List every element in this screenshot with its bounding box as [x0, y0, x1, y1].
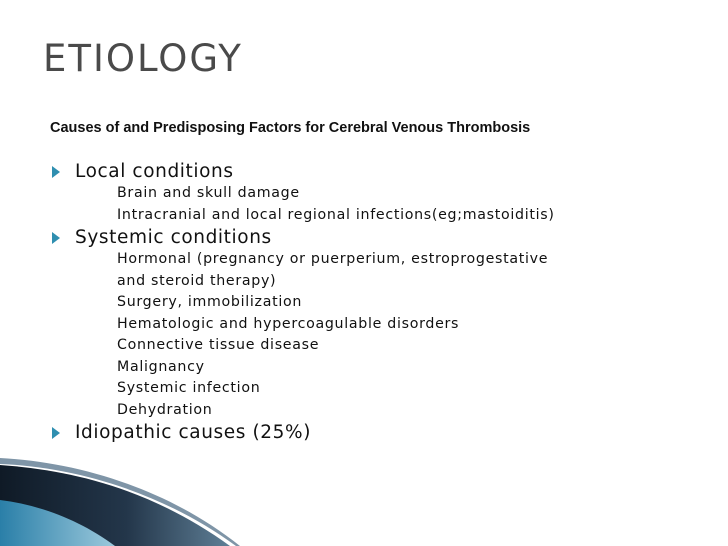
bullet-arrow-icon — [52, 232, 60, 244]
sub-list — [117, 183, 555, 226]
section-idiopathic — [50, 421, 555, 444]
slide-title: ETIOLOGY — [43, 37, 243, 80]
bullet-label: Idiopathic causes (25%) — [75, 422, 312, 443]
sub-item: Surgery, immobilization — [117, 294, 303, 310]
sub-item: Brain and skull damage — [117, 185, 300, 201]
sub-item: Hormonal (pregnancy or puerperium, estroprogestative — [117, 251, 549, 267]
sub-list — [117, 249, 555, 421]
sub-item: Malignancy — [117, 358, 205, 375]
bullet-arrow-icon — [52, 166, 60, 178]
section-systemic — [50, 226, 555, 421]
sub-item: Hematologic and hypercoagulable disorders — [117, 315, 460, 332]
swoosh-highlight — [0, 458, 240, 546]
bullet-arrow-icon — [52, 427, 60, 439]
sub-item: Intracranial and local regional infections(eg;mastoiditis) — [117, 206, 555, 223]
swoosh-blue — [0, 500, 115, 546]
bullet-label: Local conditions — [75, 161, 234, 182]
bullet-label: Systemic conditions — [75, 227, 272, 248]
bullet-list — [50, 160, 555, 444]
section-local — [50, 160, 555, 226]
bullet-item — [50, 160, 555, 183]
bullet-item — [50, 421, 555, 444]
sub-item: and steroid therapy) — [117, 272, 277, 289]
swoosh-dark — [0, 465, 230, 546]
sub-item: Dehydration — [117, 401, 213, 418]
sub-item: Systemic infection — [117, 380, 261, 396]
sub-item: Connective tissue disease — [117, 337, 320, 353]
bullet-item — [50, 226, 555, 249]
slide-subtitle: Causes of and Predisposing Factors for Cerebral Venous Thrombosis — [50, 120, 531, 136]
